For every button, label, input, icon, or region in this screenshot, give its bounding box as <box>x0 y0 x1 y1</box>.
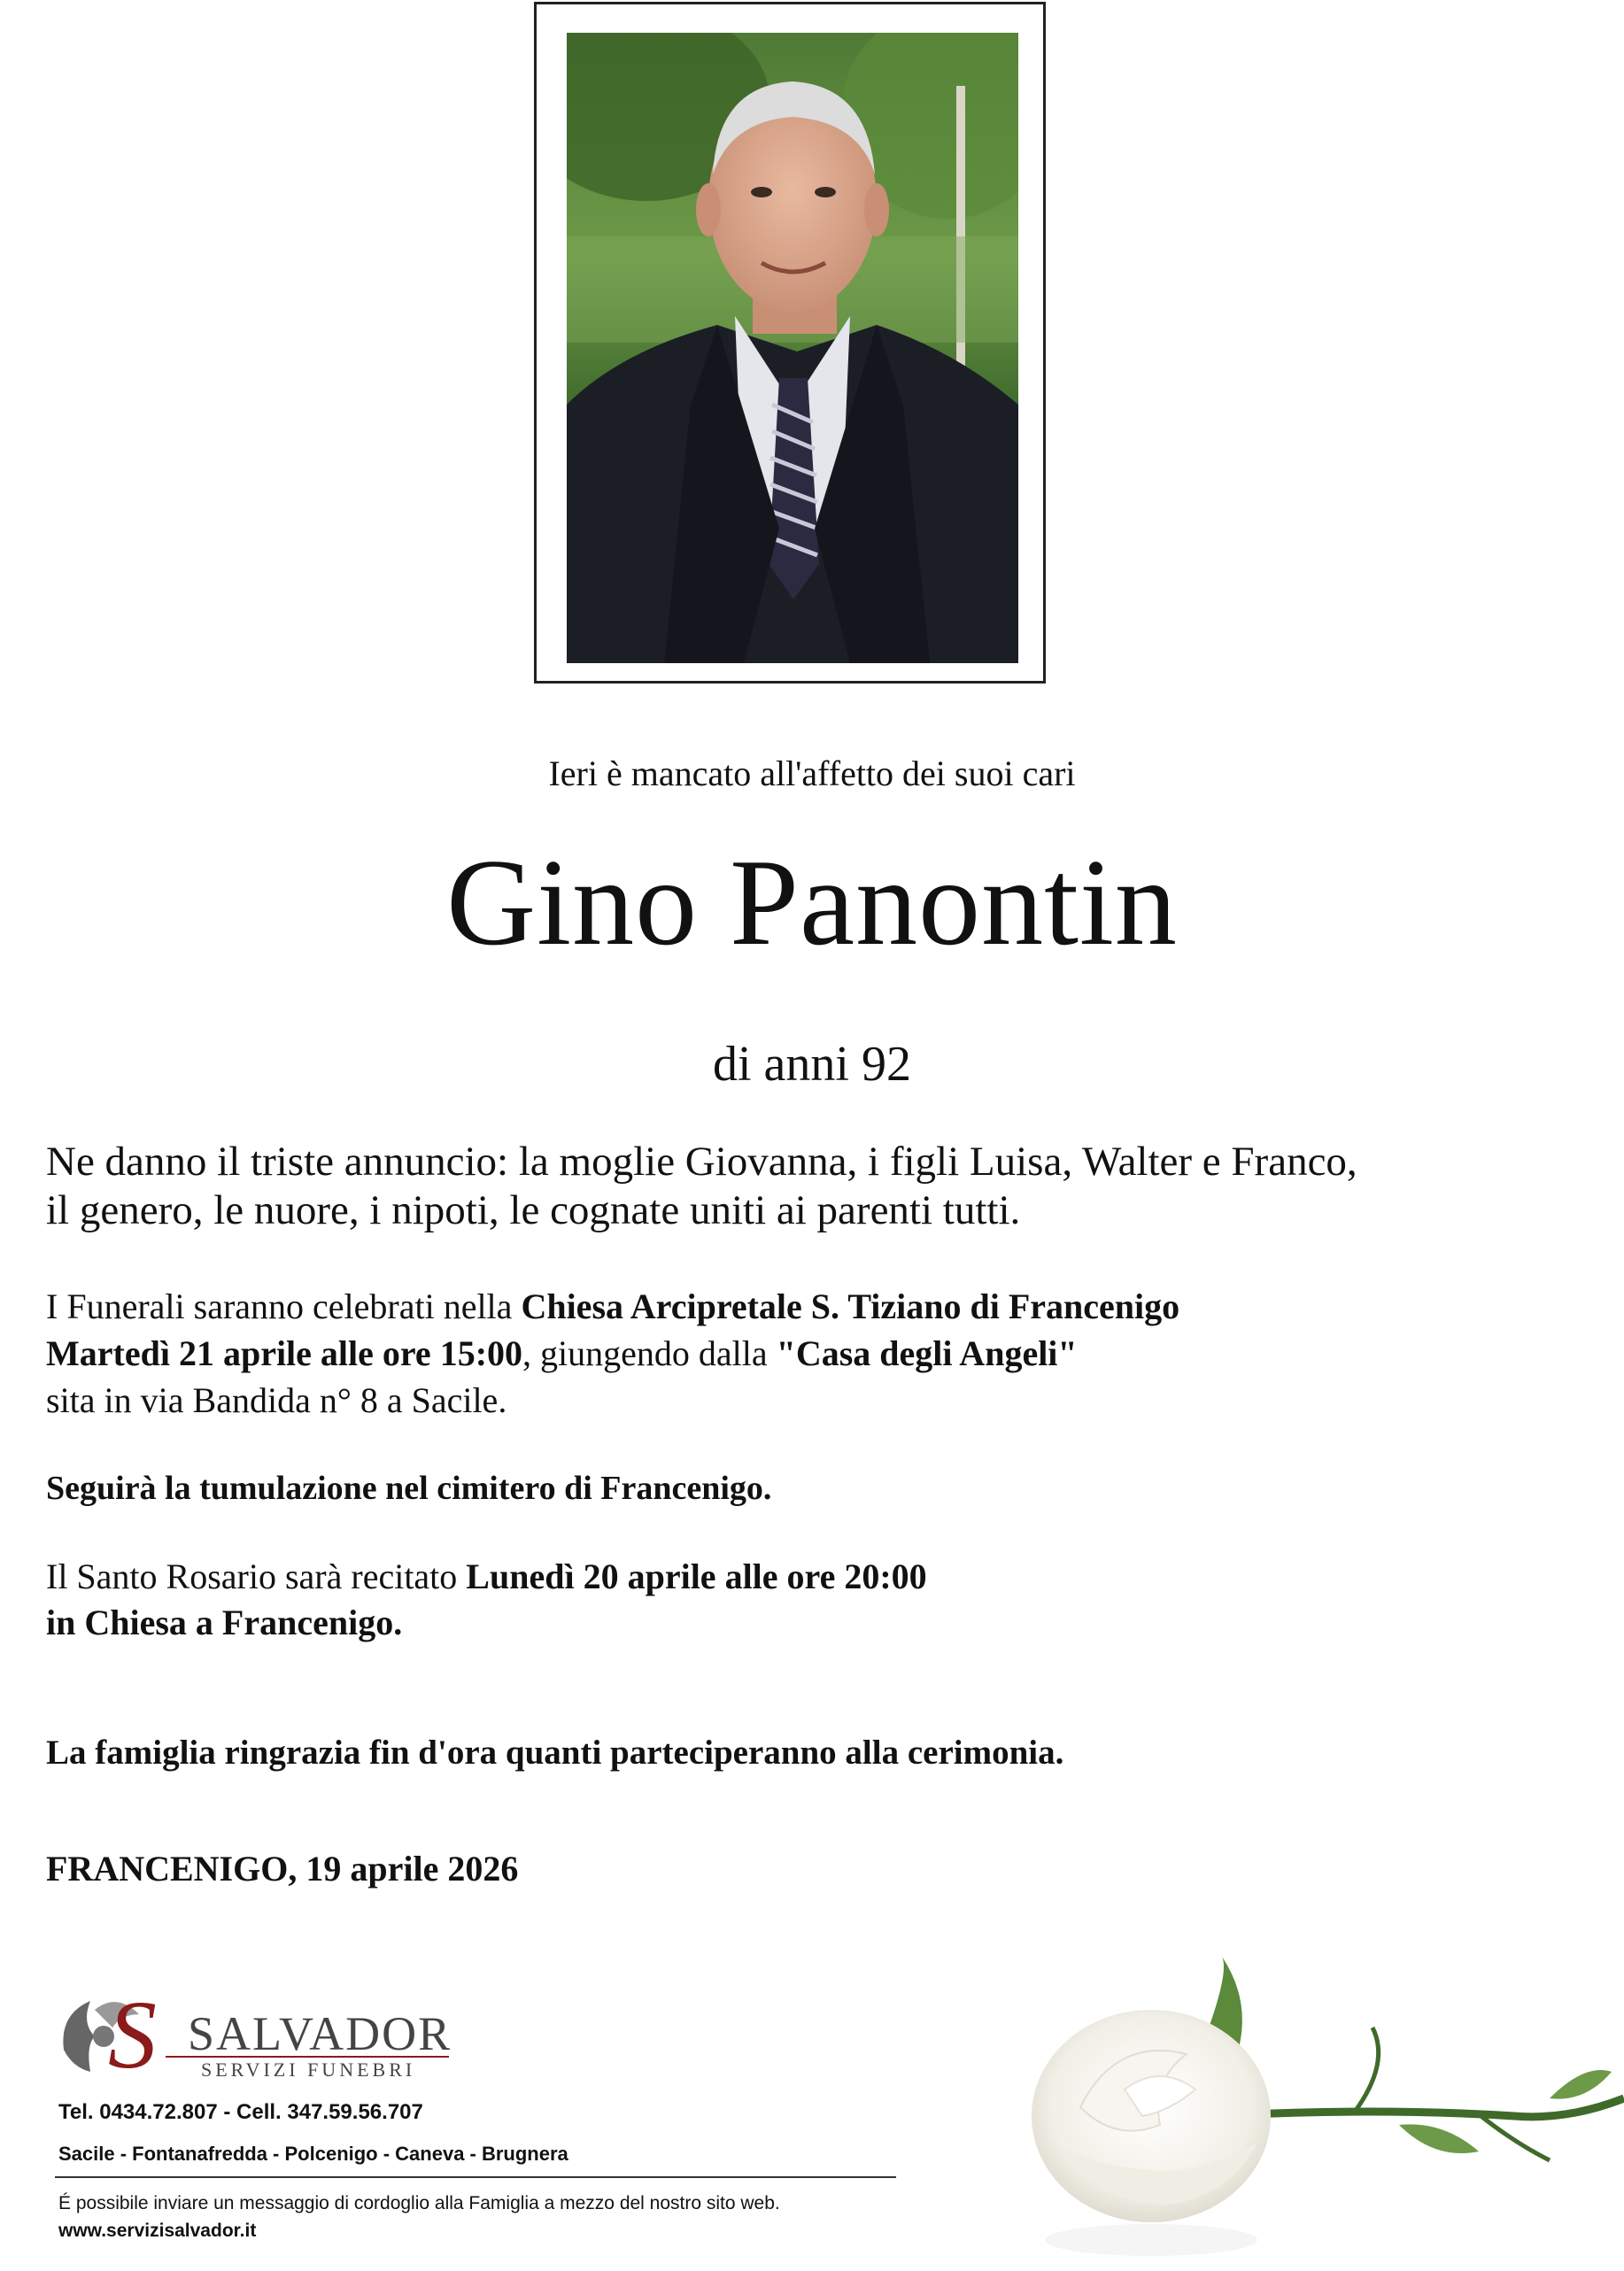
funeral-line-2 <box>46 1331 1587 1378</box>
footer-divider <box>55 2176 896 2178</box>
rosary-location: in Chiesa a Francenigo. <box>46 1603 403 1642</box>
funeral-line-3: sita in via Bandida n° 8 a Sacile. <box>46 1379 507 1420</box>
announcement-line-1: Ne danno il triste annuncio: la moglie Giovanna, i figli Luisa, Walter e Franco, <box>46 1139 1357 1185</box>
website-link[interactable]: www.servizisalvador.it <box>58 2221 257 2241</box>
announcement-line-2: il genero, le nuore, i nipoti, le cognate uniti ai parenti tutti. <box>46 1186 1021 1233</box>
rosary-paragraph <box>46 1554 1587 1646</box>
portrait-illustration <box>567 33 1018 663</box>
deceased-name: Gino Panontin <box>446 834 1178 971</box>
funeral-from-text: , giungendo dalla <box>522 1332 777 1373</box>
rosary-datetime: Lunedì 20 aprile alle ore 20:00 <box>466 1556 927 1596</box>
rose-icon <box>1018 1939 1624 2267</box>
intro-line: Ieri è mancato all'affetto dei suoi cari <box>548 753 1076 793</box>
rosary-line-1 <box>46 1554 1587 1600</box>
funeral-church: Chiesa Arcipretale S. Tiziano di Francenigo <box>521 1286 1180 1326</box>
contact-phones: Tel. 0434.72.807 - Cell. 347.59.56.707 <box>58 2100 423 2124</box>
funeral-line-1 <box>46 1284 1587 1331</box>
funeral-datetime: Martedì 21 aprile alle ore 15:00 <box>46 1332 523 1373</box>
svg-text:S: S <box>108 1988 157 2085</box>
salvador-angel-logo-icon <box>55 1988 462 2085</box>
logo-wordmark: SALVADOR <box>188 2007 452 2060</box>
announcement-paragraph <box>46 1138 1587 1234</box>
deceased-age: di anni 92 <box>713 1037 911 1092</box>
service-towns: Sacile - Fontanafredda - Polcenigo - Caneva - Brugnera <box>58 2143 568 2165</box>
condolence-note: É possibile inviare un messaggio di cordoglio alla Famiglia a mezzo del nostro sito web. <box>58 2193 780 2213</box>
white-rose-image <box>1018 1939 1624 2267</box>
place-date: FRANCENIGO, 19 aprile 2026 <box>46 1849 519 1889</box>
funeral-origin: "Casa degli Angeli" <box>776 1332 1078 1373</box>
rosary-intro-text: Il Santo Rosario sarà recitato <box>46 1556 467 1596</box>
logo-subtitle: SERVIZI FUNEBRI <box>201 2059 416 2081</box>
salvador-logo <box>55 1988 462 2085</box>
portrait-frame <box>534 2 1046 684</box>
portrait-photo <box>567 33 1018 663</box>
thanks-line: La famiglia ringrazia fin d'ora quanti parteciperanno alla cerimonia. <box>46 1734 1064 1772</box>
rosary-line-2 <box>46 1600 1587 1646</box>
burial-line: Seguirà la tumulazione nel cimitero di Francenigo. <box>46 1470 772 1507</box>
funeral-paragraph <box>46 1284 1587 1424</box>
funeral-intro-text: I Funerali saranno celebrati nella <box>46 1286 522 1326</box>
